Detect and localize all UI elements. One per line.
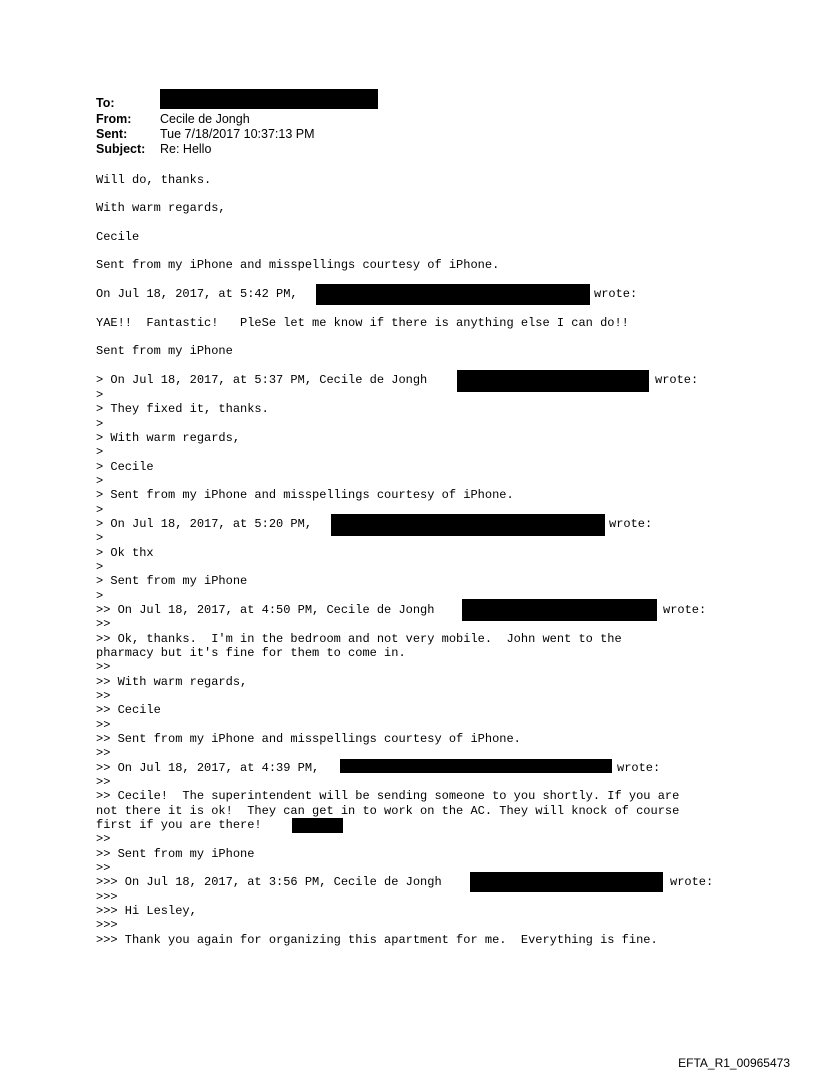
from-row (96, 112, 250, 127)
quote-line: >>> (96, 918, 118, 932)
quote-line: first if you are there! (96, 818, 262, 832)
to-row (96, 96, 160, 111)
to-label: To: (96, 96, 115, 110)
body-line: Cecile (96, 230, 140, 244)
redaction-sender (340, 759, 612, 773)
body-line: YAE!! Fantastic! PleSe let me know if there is anything else I can do!! (96, 316, 629, 330)
sent-label: Sent: (96, 127, 128, 141)
quote-line: >>> Hi Lesley, (96, 904, 197, 918)
quote-line: >> (96, 718, 111, 732)
quote-line: > (96, 503, 104, 517)
quote-line: pharmacy but it's fine for them to come in. (96, 646, 406, 660)
from-label: From: (96, 112, 132, 126)
redaction-email (457, 370, 649, 392)
quote-line: > (96, 531, 104, 545)
quote-line: > (96, 417, 104, 431)
quote-line: > They fixed it, thanks. (96, 402, 269, 416)
quote-line: >>> Thank you again for organizing this apartment for me. Everything is fine. (96, 933, 658, 947)
body-line: On Jul 18, 2017, at 5:42 PM, (96, 287, 298, 301)
body-line: Sent from my iPhone (96, 344, 233, 358)
subject-label: Subject: (96, 142, 146, 156)
redaction-email (462, 599, 657, 621)
quote-line: >> Ok, thanks. I'm in the bedroom and not very mobile. John went to the (96, 632, 622, 646)
quote-line: wrote: (670, 875, 714, 889)
quote-line: >> On Jul 18, 2017, at 4:39 PM, (96, 761, 320, 775)
quote-line: >> (96, 775, 111, 789)
quote-line: >> Cecile (96, 703, 161, 717)
subject-value: Re: Hello (160, 142, 212, 156)
quote-line: > (96, 388, 104, 402)
body-line: Will do, thanks. (96, 173, 212, 187)
quote-line: > On Jul 18, 2017, at 5:37 PM, Cecile de Jongh (96, 373, 428, 387)
quote-line: > Cecile (96, 460, 154, 474)
redaction-email (470, 872, 663, 892)
quote-line: > On Jul 18, 2017, at 5:20 PM, (96, 517, 313, 531)
quote-line: >> (96, 617, 111, 631)
redaction-sender (331, 514, 605, 536)
quote-line: >> (96, 746, 111, 760)
quote-line: wrote: (655, 373, 699, 387)
body-line: With warm regards, (96, 201, 226, 215)
body-line: wrote: (594, 287, 638, 301)
quote-line: >> (96, 660, 111, 674)
quote-line: not there it is ok! They can get in to work on the AC. They will knock of course (96, 804, 680, 818)
quote-line: wrote: (617, 761, 661, 775)
quote-line: >> On Jul 18, 2017, at 4:50 PM, Cecile de Jongh (96, 603, 435, 617)
redaction-small (292, 818, 343, 833)
quote-line: > Sent from my iPhone (96, 574, 248, 588)
quote-line: > Ok thx (96, 546, 154, 560)
quote-line: >> Cecile! The superintendent will be sending someone to you shortly. If you are (96, 789, 680, 803)
body-line: Sent from my iPhone and misspellings courtesy of iPhone. (96, 258, 500, 272)
subject-row (96, 142, 212, 157)
quote-line: > (96, 445, 104, 459)
quote-line: >> (96, 832, 111, 846)
quote-line: > With warm regards, (96, 431, 241, 445)
quote-line: wrote: (609, 517, 653, 531)
quote-line: > (96, 589, 104, 603)
quote-line: > Sent from my iPhone and misspellings courtesy of iPhone. (96, 488, 514, 502)
quote-line: >> Sent from my iPhone and misspellings courtesy of iPhone. (96, 732, 521, 746)
redaction-sender (316, 284, 590, 305)
quote-line: >> With warm regards, (96, 675, 248, 689)
quote-line: > (96, 560, 104, 574)
quote-line: >>> On Jul 18, 2017, at 3:56 PM, Cecile de Jongh (96, 875, 442, 889)
redaction-to-address (160, 89, 378, 109)
sent-value: Tue 7/18/2017 10:37:13 PM (160, 127, 315, 141)
sent-row (96, 127, 315, 142)
quote-line: >> (96, 689, 111, 703)
quote-line: >> Sent from my iPhone (96, 847, 255, 861)
quote-line: >> (96, 861, 111, 875)
from-value: Cecile de Jongh (160, 112, 250, 126)
quote-line: > (96, 474, 104, 488)
quote-line: >>> (96, 890, 118, 904)
quote-line: wrote: (663, 603, 707, 617)
document-id: EFTA_R1_00965473 (678, 1056, 790, 1070)
